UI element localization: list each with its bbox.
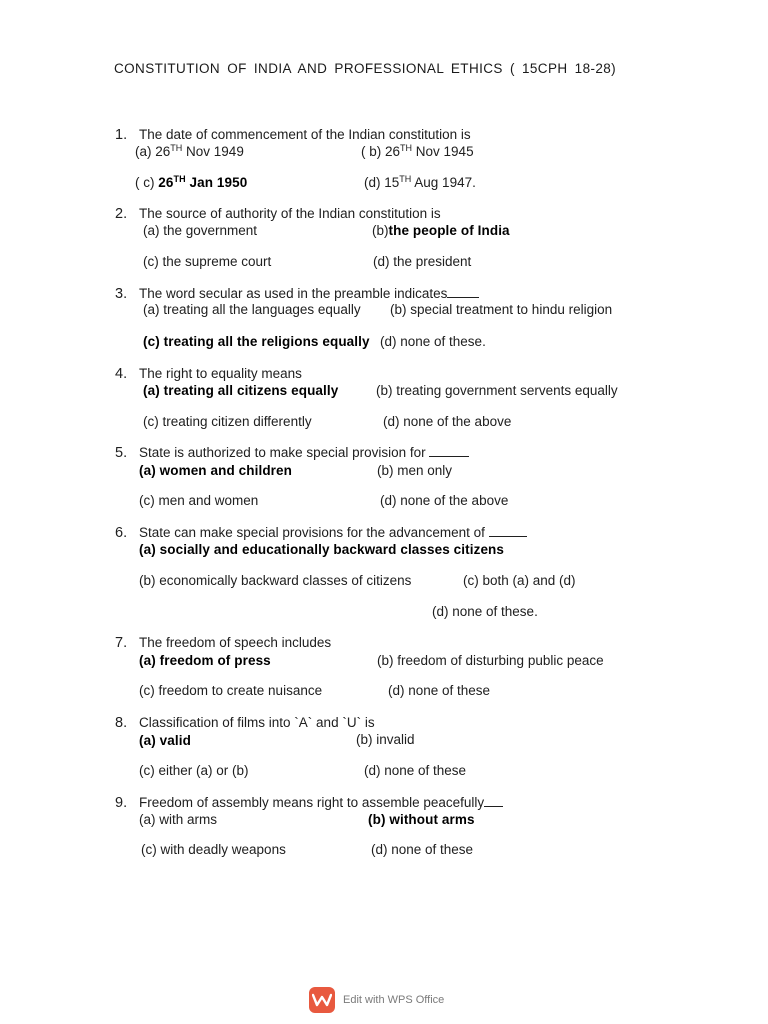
question-text: The word secular as used in the preamble indicates: [139, 285, 479, 303]
wps-office-logo-icon[interactable]: [309, 987, 335, 1013]
option-c: (c) with deadly weapons: [141, 842, 286, 857]
option-d: (d) none of the above: [383, 414, 512, 429]
answer-blank: [429, 445, 469, 457]
answer-blank: [484, 795, 503, 807]
option-b: ( b) 26TH Nov 1945: [361, 143, 474, 159]
question-text: The freedom of speech includes: [139, 635, 332, 650]
option-c: (c) treating citizen differently: [143, 414, 312, 429]
option-d: (d) 15TH Aug 1947.: [364, 174, 476, 190]
option-a-answer: (a) freedom of press: [139, 653, 271, 668]
question-number: 6.: [115, 525, 128, 541]
option-b-answer: (b) without arms: [368, 812, 475, 827]
question-text: The source of authority of the Indian constitution is: [139, 206, 441, 221]
document-title: CONSTITUTION OF INDIA AND PROFESSIONAL ETHICS ( 15CPH 18-28): [114, 61, 617, 76]
option-d: (d) the president: [373, 254, 472, 269]
question-number: 3.: [115, 286, 128, 302]
option-b: (b) treating government servents equally: [376, 383, 618, 398]
option-c: (c) freedom to create nuisance: [139, 683, 323, 698]
option-a: (a) with arms: [139, 812, 218, 827]
option-c-answer: ( c) 26TH Jan 1950: [135, 174, 248, 190]
question-number: 5.: [115, 445, 128, 461]
question-number: 9.: [115, 795, 128, 811]
question-text: Freedom of assembly means right to assemble peacefully: [139, 794, 503, 812]
option-d: (d) none of these.: [432, 604, 538, 619]
option-c: (c) both (a) and (d): [463, 573, 576, 588]
question-text: The date of commencement of the Indian constitution is: [139, 127, 471, 142]
question-number: 7.: [115, 635, 128, 651]
option-b: (b) freedom of disturbing public peace: [377, 653, 604, 668]
option-b: (b) economically backward classes of citizens: [139, 573, 412, 588]
option-a: (a) 26TH Nov 1949: [135, 143, 244, 159]
option-b-answer: (b)the people of India: [372, 223, 510, 238]
option-c-answer: (c) treating all the religions equally: [143, 334, 370, 349]
option-d: (d) none of these: [371, 842, 474, 857]
option-a-answer: (a) treating all citizens equally: [143, 383, 339, 398]
question-number: 4.: [115, 366, 128, 382]
question-text: The right to equality means: [139, 366, 302, 381]
option-d: (d) none of these: [364, 763, 467, 778]
option-b: (b) special treatment to hindu religion: [390, 302, 613, 317]
answer-blank: [489, 525, 527, 537]
question-text: State can make special provisions for the advancement of: [139, 524, 527, 542]
option-a-answer: (a) women and children: [139, 463, 292, 478]
option-d: (d) none of these.: [380, 334, 486, 349]
option-a-answer: (a) socially and educationally backward classes citizens: [139, 542, 505, 557]
option-a-answer: (a) valid: [139, 733, 191, 748]
question-number: 1.: [115, 127, 128, 143]
option-b: (b) invalid: [356, 732, 415, 747]
wps-office-footer[interactable]: [309, 987, 444, 1013]
option-c: (c) the supreme court: [143, 254, 272, 269]
option-a: (a) the government: [143, 223, 258, 238]
wps-w-glyph-icon: [312, 993, 332, 1007]
option-c: (c) either (a) or (b): [139, 763, 249, 778]
option-d: (d) none of these: [388, 683, 491, 698]
question-text: State is authorized to make special provision for: [139, 444, 469, 462]
option-a: (a) treating all the languages equally: [143, 302, 361, 317]
edit-with-wps-link[interactable]: Edit with WPS Office: [343, 994, 445, 1006]
option-d: (d) none of the above: [380, 493, 509, 508]
answer-blank: [447, 286, 479, 298]
question-number: 2.: [115, 206, 128, 222]
question-number: 8.: [115, 715, 128, 731]
option-b: (b) men only: [377, 463, 453, 478]
question-text: Classification of films into `A` and `U` is: [139, 715, 375, 730]
option-c: (c) men and women: [139, 493, 259, 508]
